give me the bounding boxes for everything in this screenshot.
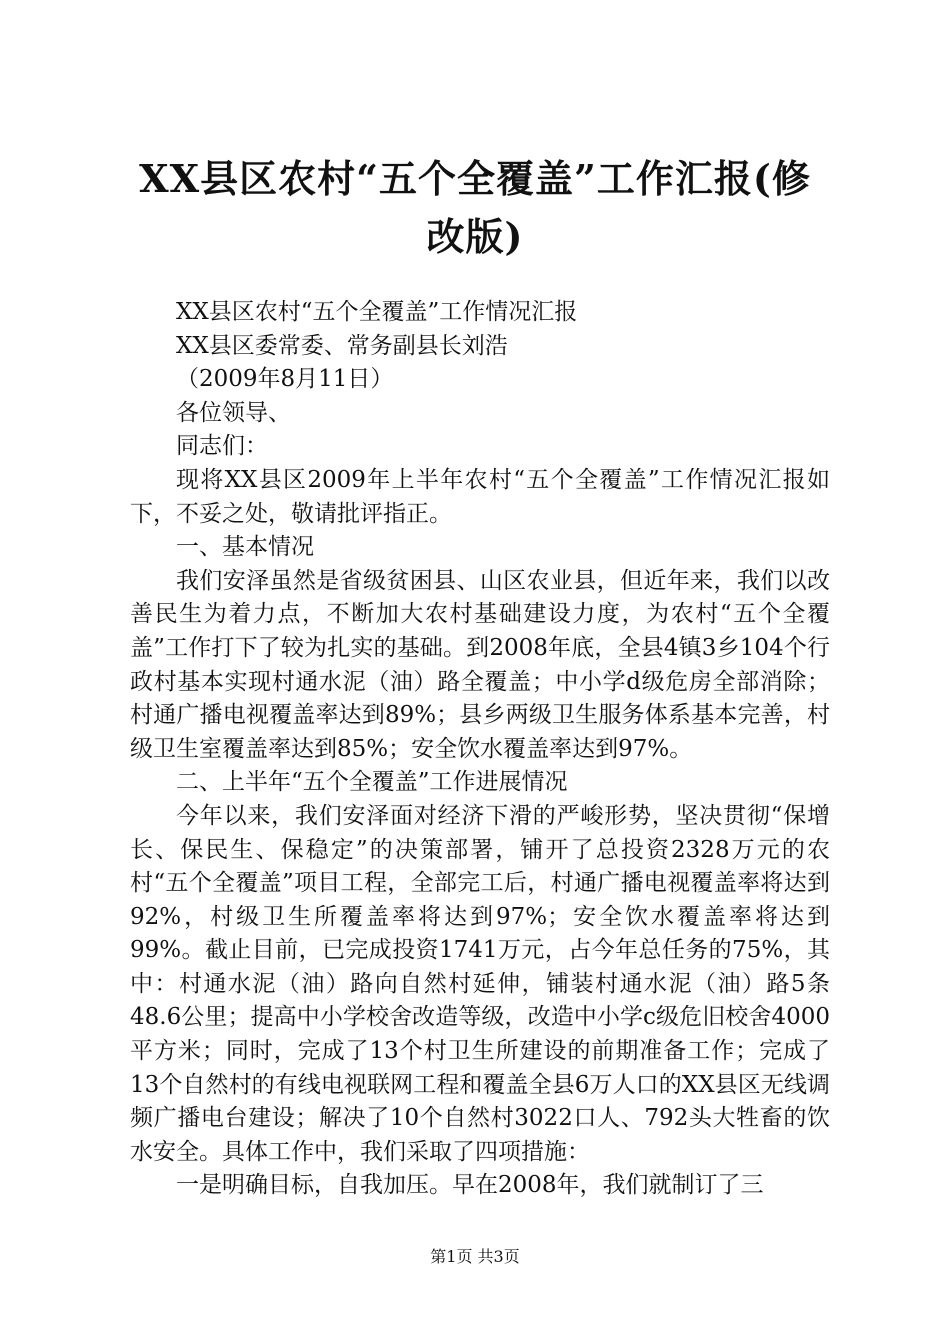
page-number: 第1页 共3页 [430, 1247, 520, 1266]
paragraph-basic: 我们安泽虽然是省级贫困县、山区农业县，但近年来，我们以改善民生为着力点，不断加大农村基础建设力度，为农村“五个全覆盖”工作打下了较为扎实的基础。到2008年底，全县4镇3乡104个行政村基本实现村通水泥（油）路全覆盖；中小学d级危房全部消除；村通广播电视覆盖率达到89%；县乡两级卫生服务体系基本完善，村级卫生室覆盖率达到85%；安全饮水覆盖率达到97%。 [130, 567, 830, 762]
document-body [130, 296, 830, 1203]
paragraph-date: （2009年8月11日） [176, 366, 394, 393]
paragraph-report-heading: XX县区农村“五个全覆盖”工作情况汇报 [176, 299, 578, 325]
paragraph-salutation-2: 同志们： [176, 433, 268, 460]
paragraph-salutation-1: 各位领导、 [176, 399, 291, 426]
paragraph-intro: 现将XX县区2009年上半年农村“五个全覆盖”工作情况汇报如下，不妥之处，敬请批评指正。 [130, 466, 830, 527]
document-title: XX县区农村“五个全覆盖”工作汇报(修改版) [139, 156, 811, 259]
paragraph-progress: 今年以来，我们安泽面对经济下滑的严峻形势，坚决贯彻“保增长、保民生、保稳定”的决策部署，铺开了总投资2328万元的农村“五个全覆盖”项目工程，全部完工后，村通广播电视覆盖率将达到92%，村级卫生所覆盖率将达到97%；安全饮水覆盖率将达到99%。截止目前，已完成投资1741万元，占今年总任务的75%，其中：村通水泥（油）路向自然村延伸，铺装村通水泥（油）路5条48.6公里；提高中小学校舍改造等级，改造中小学c级危旧校舍4000平方米；同时，完成了13个村卫生所建设的前期准备工作；完成了13个自然村的有线电视联网工程和覆盖全县6万人口的XX县区无线调频广播电台建设；解决了10个自然村3022口人、792头大牲畜的饮水安全。具体工作中，我们采取了四项措施： [130, 802, 830, 1165]
paragraph-author: XX县区委常委、常务副县长刘浩 [176, 332, 508, 359]
section-heading-progress: 二、上半年“五个全覆盖”工作进展情况 [176, 769, 568, 796]
paragraph-measure-1: 一是明确目标，自我加压。早在2008年，我们就制订了三 [176, 1172, 764, 1199]
section-heading-basic: 一、基本情况 [176, 534, 314, 561]
